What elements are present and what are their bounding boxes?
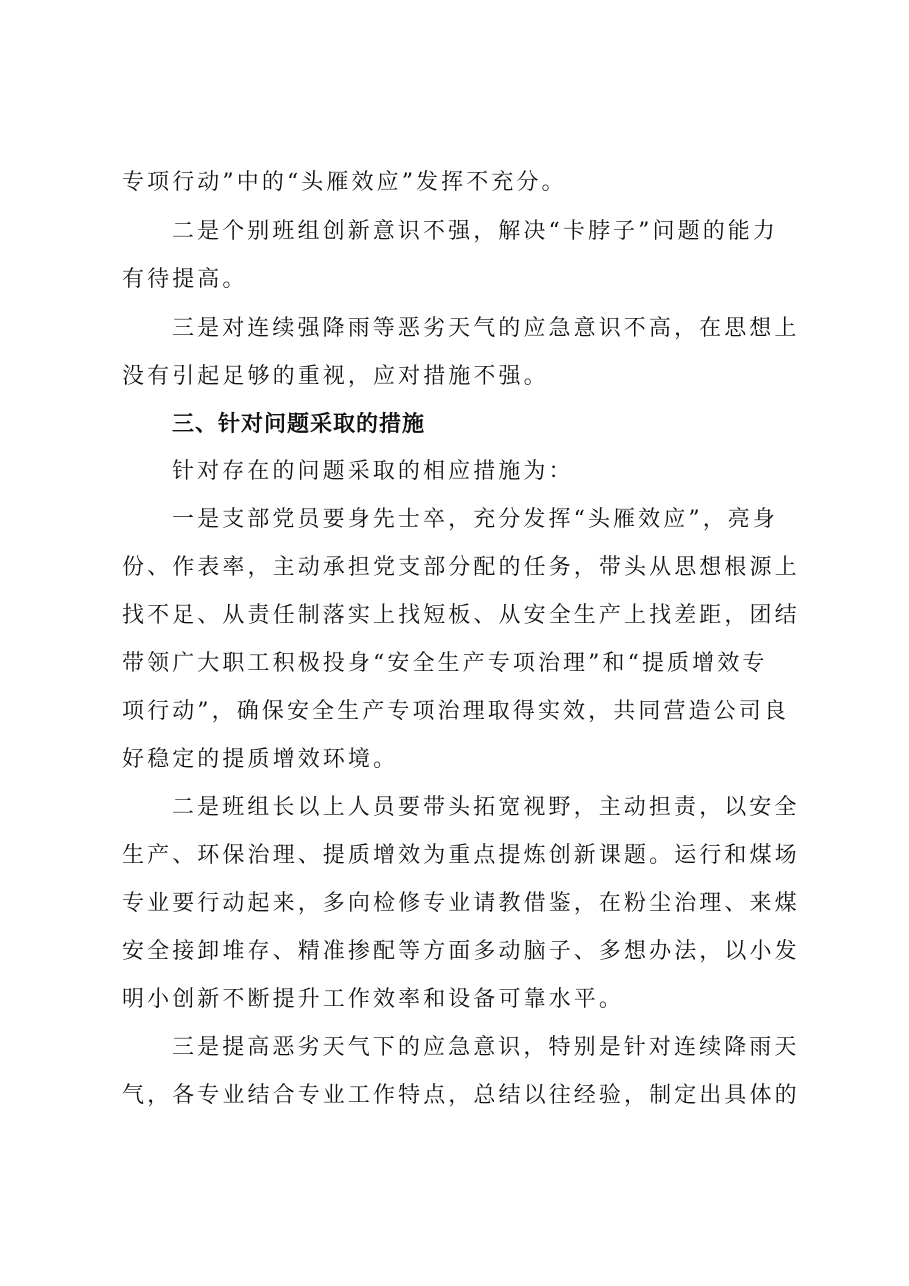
text-line: 气，各专业结合专业工作特点，总结以往经验，制定出具体的 [122, 1083, 800, 1108]
text-line: 三是对连续强降雨等恶劣天气的应急意识不高，在思想上 [172, 316, 800, 341]
text-line: 带领广大职工积极投身“安全生产专项治理”和“提质增效专 [122, 651, 768, 676]
text-line: 二是个别班组创新意识不强，解决“卡脖子”问题的能力 [172, 219, 778, 244]
text-line: 好稳定的提质增效环境。 [122, 747, 399, 772]
text-line: 二是班组长以上人员要带头拓宽视野，主动担责，以安全 [172, 795, 800, 820]
text-line: 专项行动”中的“头雁效应”发挥不充分。 [122, 170, 567, 195]
text-line: 份、作表率，主动承担党支部分配的任务，带头从思想根源上 [122, 555, 800, 580]
text-line: 一是支部党员要身先士卒，充分发挥“头雁效应”，亮身 [172, 507, 778, 532]
text-line: 生产、环保治理、提质增效为重点提炼创新课题。运行和煤场 [122, 843, 800, 868]
text-line: 有待提高。 [122, 267, 248, 292]
text-line: 找不足、从责任制落实上找短板、从安全生产上找差距，团结 [122, 603, 800, 628]
text-line: 专业要行动起来，多向检修专业请教借鉴，在粉尘治理、来煤 [122, 891, 800, 916]
section-heading: 三、针对问题采取的措施 [172, 412, 426, 437]
text-line: 三是提高恶劣天气下的应急意识，特别是针对连续降雨天 [172, 1035, 800, 1060]
text-line: 明小创新不断提升工作效率和设备可靠水平。 [122, 987, 625, 1012]
text-line: 针对存在的问题采取的相应措施为： [172, 459, 574, 484]
text-line: 没有引起足够的重视，应对措施不强。 [122, 364, 549, 389]
text-line: 安全接卸堆存、精准掺配等方面多动脑子、多想办法，以小发 [122, 939, 800, 964]
text-line: 项行动”，确保安全生产专项治理取得实效，共同营造公司良 [122, 699, 789, 724]
